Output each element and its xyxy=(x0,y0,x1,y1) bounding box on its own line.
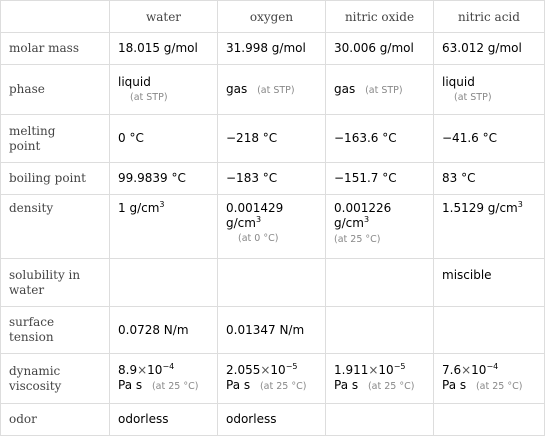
column-header-nitric-oxide: nitric oxide xyxy=(326,1,434,33)
corner-cell xyxy=(1,1,110,33)
density-water: 1 $g/cm^3$ xyxy=(110,195,218,259)
table-row xyxy=(1,404,545,436)
odor-nitric-oxide xyxy=(326,404,434,436)
density-nitric-oxide: 0.001226 $g/cm^3$ (at 25 °C) xyxy=(326,195,434,259)
density-oxygen: 0.001429 $g/cm^3$ (at 0 °C) xyxy=(218,195,326,259)
table-row xyxy=(1,195,545,259)
header-row xyxy=(1,1,545,33)
melting-point-water: 0 °C xyxy=(110,115,218,163)
surface-tension-nitric-acid xyxy=(434,307,545,354)
phase-note: (at STP) xyxy=(454,91,492,103)
molar-mass-oxygen: 31.998 g/mol xyxy=(218,33,326,65)
row-label-melting-point: melting point xyxy=(1,115,110,163)
row-label-odor: odor xyxy=(1,404,110,436)
viscosity-nitric-oxide: $1.911\times 10^{-5}$ Pa s (at 25 °C) xyxy=(326,354,434,404)
melting-point-oxygen: −218 °C xyxy=(218,115,326,163)
row-label-phase: phase xyxy=(1,65,110,115)
row-label-boiling-point: boiling point xyxy=(1,163,110,195)
density-note: (at 25 °C) xyxy=(334,234,381,245)
table-row xyxy=(1,33,545,65)
melting-point-nitric-oxide: −163.6 °C xyxy=(326,115,434,163)
boiling-point-oxygen: −183 °C xyxy=(218,163,326,195)
row-label-dynamic-viscosity: dynamic viscosity xyxy=(1,354,110,404)
table-row xyxy=(1,115,545,163)
surface-tension-oxygen: 0.01347 N/m xyxy=(218,307,326,354)
density-nitric-acid: 1.5129 $g/cm^3$ xyxy=(434,195,545,259)
surface-tension-water: 0.0728 N/m xyxy=(110,307,218,354)
odor-oxygen: odorless xyxy=(218,404,326,436)
molar-mass-nitric-oxide: 30.006 g/mol xyxy=(326,33,434,65)
phase-note: (at STP) xyxy=(257,84,295,96)
molar-mass-water: 18.015 g/mol xyxy=(110,33,218,65)
table-row xyxy=(1,259,545,307)
phase-water xyxy=(110,65,218,115)
molar-mass-nitric-acid: 63.012 g/mol xyxy=(434,33,545,65)
viscosity-nitric-acid: $7.6\times 10^{-4}$ Pa s (at 25 °C) xyxy=(434,354,545,404)
phase-note: (at STP) xyxy=(365,84,403,96)
solubility-nitric-acid: miscible xyxy=(434,259,545,307)
column-header-water: water xyxy=(110,1,218,33)
odor-nitric-acid xyxy=(434,404,545,436)
row-label-density: density xyxy=(1,195,110,259)
phase-oxygen xyxy=(218,65,326,115)
viscosity-water: $8.9\times 10^{-4}$ Pa s (at 25 °C) xyxy=(110,354,218,404)
column-header-oxygen: oxygen xyxy=(218,1,326,33)
table-row xyxy=(1,307,545,354)
melting-point-nitric-acid: −41.6 °C xyxy=(434,115,545,163)
table-row xyxy=(1,163,545,195)
phase-value: gas xyxy=(334,81,356,96)
column-header-nitric-acid: nitric acid xyxy=(434,1,545,33)
row-label-surface-tension: surface tension xyxy=(1,307,110,354)
phase-note: (at STP) xyxy=(130,91,168,103)
odor-water: odorless xyxy=(110,404,218,436)
table-row xyxy=(1,354,545,404)
phase-value: gas xyxy=(226,81,248,96)
boiling-point-nitric-acid: 83 °C xyxy=(434,163,545,195)
boiling-point-water: 99.9839 °C xyxy=(110,163,218,195)
phase-value: liquid xyxy=(442,74,475,89)
solubility-oxygen xyxy=(218,259,326,307)
surface-tension-nitric-oxide xyxy=(326,307,434,354)
solubility-nitric-oxide xyxy=(326,259,434,307)
phase-nitric-acid xyxy=(434,65,545,115)
row-label-solubility: solubility in water xyxy=(1,259,110,307)
phase-nitric-oxide xyxy=(326,65,434,115)
phase-value: liquid xyxy=(118,74,151,89)
viscosity-oxygen: $2.055\times 10^{-5}$ Pa s (at 25 °C) xyxy=(218,354,326,404)
row-label-molar-mass: molar mass xyxy=(1,33,110,65)
density-note: (at 0 °C) xyxy=(238,233,279,244)
table-row xyxy=(1,65,545,115)
boiling-point-nitric-oxide: −151.7 °C xyxy=(326,163,434,195)
solubility-water xyxy=(110,259,218,307)
